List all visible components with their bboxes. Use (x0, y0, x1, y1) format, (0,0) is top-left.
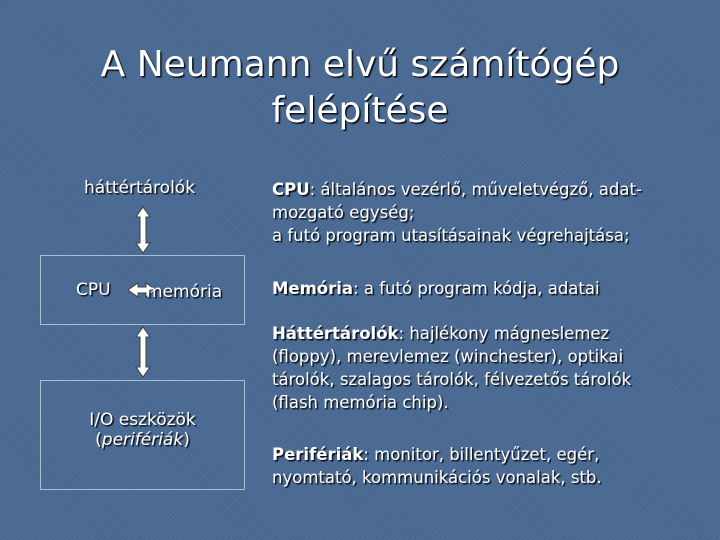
memory-desc-text-1: : a futó program kódja, adatai (353, 279, 600, 298)
peripherals-term: Perifériák (272, 445, 364, 464)
storage-description (272, 322, 712, 414)
memory-description-line-1 (272, 277, 712, 300)
cpu-desc-text-1: : általános vezérlő, műveletvégző, adat- (309, 180, 642, 199)
cpu-term: CPU (272, 180, 310, 199)
peripherals-description-line-1 (272, 443, 712, 466)
io-label-italic: perifériák (101, 430, 184, 450)
cpu-desc-text-2: mozgató egység; (272, 203, 415, 222)
cpu-description (272, 178, 712, 247)
io-label-line-1: I/O eszközök (89, 410, 196, 430)
storage-desc-text-4: (flash memória chip). (272, 393, 449, 412)
memory-io-arrow (136, 327, 150, 377)
memory-label: memória (146, 282, 223, 302)
peripherals-description (272, 443, 712, 489)
storage-desc-text-2: (floppy), merevlemez (winchester), optikai (272, 347, 624, 366)
slide-title-line-1: A Neumann elvű számítógép (100, 44, 620, 85)
cpu-description-line-1 (272, 178, 712, 201)
cpu-desc-text-3: a futó program utasításainak végrehajtása; (272, 226, 630, 245)
io-label-line-2: (perifériák) (95, 430, 190, 450)
memory-description (272, 277, 712, 300)
cpu-label: CPU (76, 280, 111, 300)
storage-desc-text-1: : hajlékony mágneslemez (398, 324, 610, 343)
storage-term: Háttértárolók (272, 324, 399, 343)
storage-label: háttértárolók (84, 178, 196, 198)
storage-description-line-1 (272, 322, 712, 345)
storage-desc-text-3: tárolók, szalagos tárolók, félvezetős tárolók (272, 370, 632, 389)
io-label (40, 410, 245, 450)
storage-memory-arrow (136, 207, 150, 253)
peripherals-desc-text-1: : monitor, billentyűzet, egér, (363, 445, 600, 464)
slide-title-line-2: felépítése (271, 90, 449, 131)
peripherals-desc-text-2: nyomtató, kommunikációs vonalak, stb. (272, 468, 602, 487)
memory-term: Memória (272, 279, 354, 298)
